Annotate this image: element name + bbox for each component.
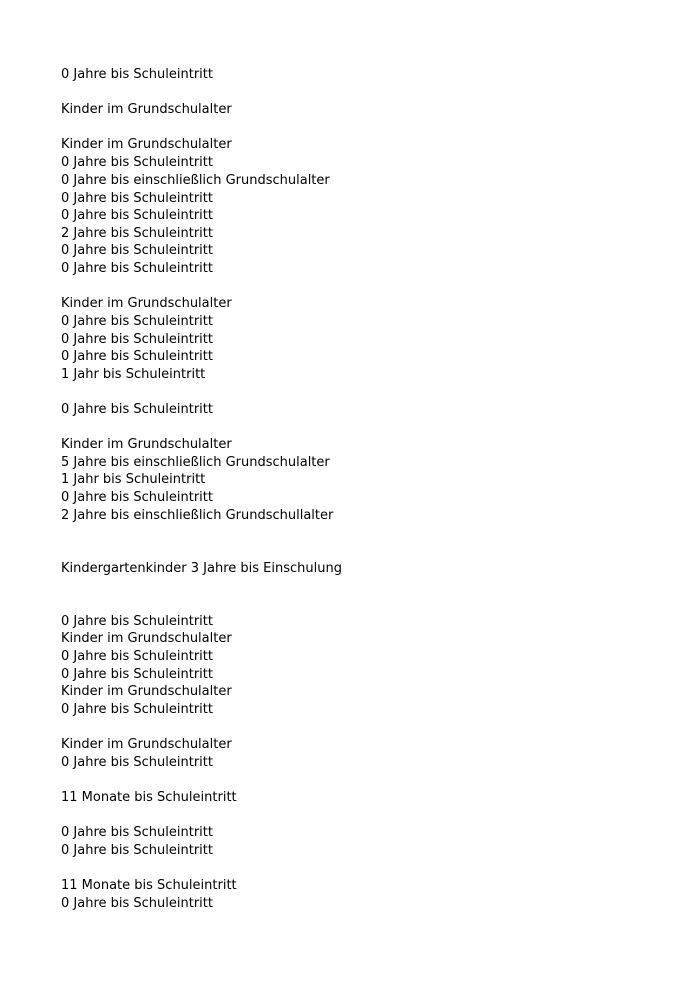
text-line: 0 Jahre bis Schuleintritt: [61, 155, 213, 170]
text-line: 0 Jahre bis Schuleintritt: [61, 755, 213, 770]
text-line: 0 Jahre bis einschließlich Grundschulalter: [61, 173, 330, 188]
text-line: 0 Jahre bis Schuleintritt: [61, 243, 213, 258]
text-line: 0 Jahre bis Schuleintritt: [61, 614, 213, 629]
text-line: Kinder im Grundschulalter: [61, 102, 232, 117]
text-line: 5 Jahre bis einschließlich Grundschulalter: [61, 455, 330, 470]
text-line: 1 Jahr bis Schuleintritt: [61, 472, 206, 487]
text-line: 0 Jahre bis Schuleintritt: [61, 702, 213, 717]
text-line: 0 Jahre bis Schuleintritt: [61, 402, 213, 417]
text-line: 0 Jahre bis Schuleintritt: [61, 490, 213, 505]
text-line: Kinder im Grundschulalter: [61, 631, 232, 646]
text-line: 0 Jahre bis Schuleintritt: [61, 261, 213, 276]
text-line: 0 Jahre bis Schuleintritt: [61, 825, 213, 840]
text-line: 0 Jahre bis Schuleintritt: [61, 649, 213, 664]
text-line: 1 Jahr bis Schuleintritt: [61, 367, 206, 382]
text-line: 2 Jahre bis einschließlich Grundschullalter: [61, 508, 334, 523]
text-line: 0 Jahre bis Schuleintritt: [61, 332, 213, 347]
text-line: Kinder im Grundschulalter: [61, 737, 232, 752]
text-line: 0 Jahre bis Schuleintritt: [61, 667, 213, 682]
text-line: 0 Jahre bis Schuleintritt: [61, 843, 213, 858]
text-line: 0 Jahre bis Schuleintritt: [61, 896, 213, 911]
text-line: 0 Jahre bis Schuleintritt: [61, 191, 213, 206]
text-line: 11 Monate bis Schuleintritt: [61, 878, 237, 893]
text-line: 2 Jahre bis Schuleintritt: [61, 226, 213, 241]
text-line: 0 Jahre bis Schuleintritt: [61, 314, 213, 329]
text-line: Kinder im Grundschulalter: [61, 437, 232, 452]
text-line: 0 Jahre bis Schuleintritt: [61, 349, 213, 364]
text-line: 0 Jahre bis Schuleintritt: [61, 67, 213, 82]
text-line: Kindergartenkinder 3 Jahre bis Einschulung: [61, 561, 342, 576]
text-line: 11 Monate bis Schuleintritt: [61, 790, 237, 805]
text-line: Kinder im Grundschulalter: [61, 684, 232, 699]
text-line: 0 Jahre bis Schuleintritt: [61, 208, 213, 223]
text-line: Kinder im Grundschulalter: [61, 296, 232, 311]
text-line: Kinder im Grundschulalter: [61, 137, 232, 152]
